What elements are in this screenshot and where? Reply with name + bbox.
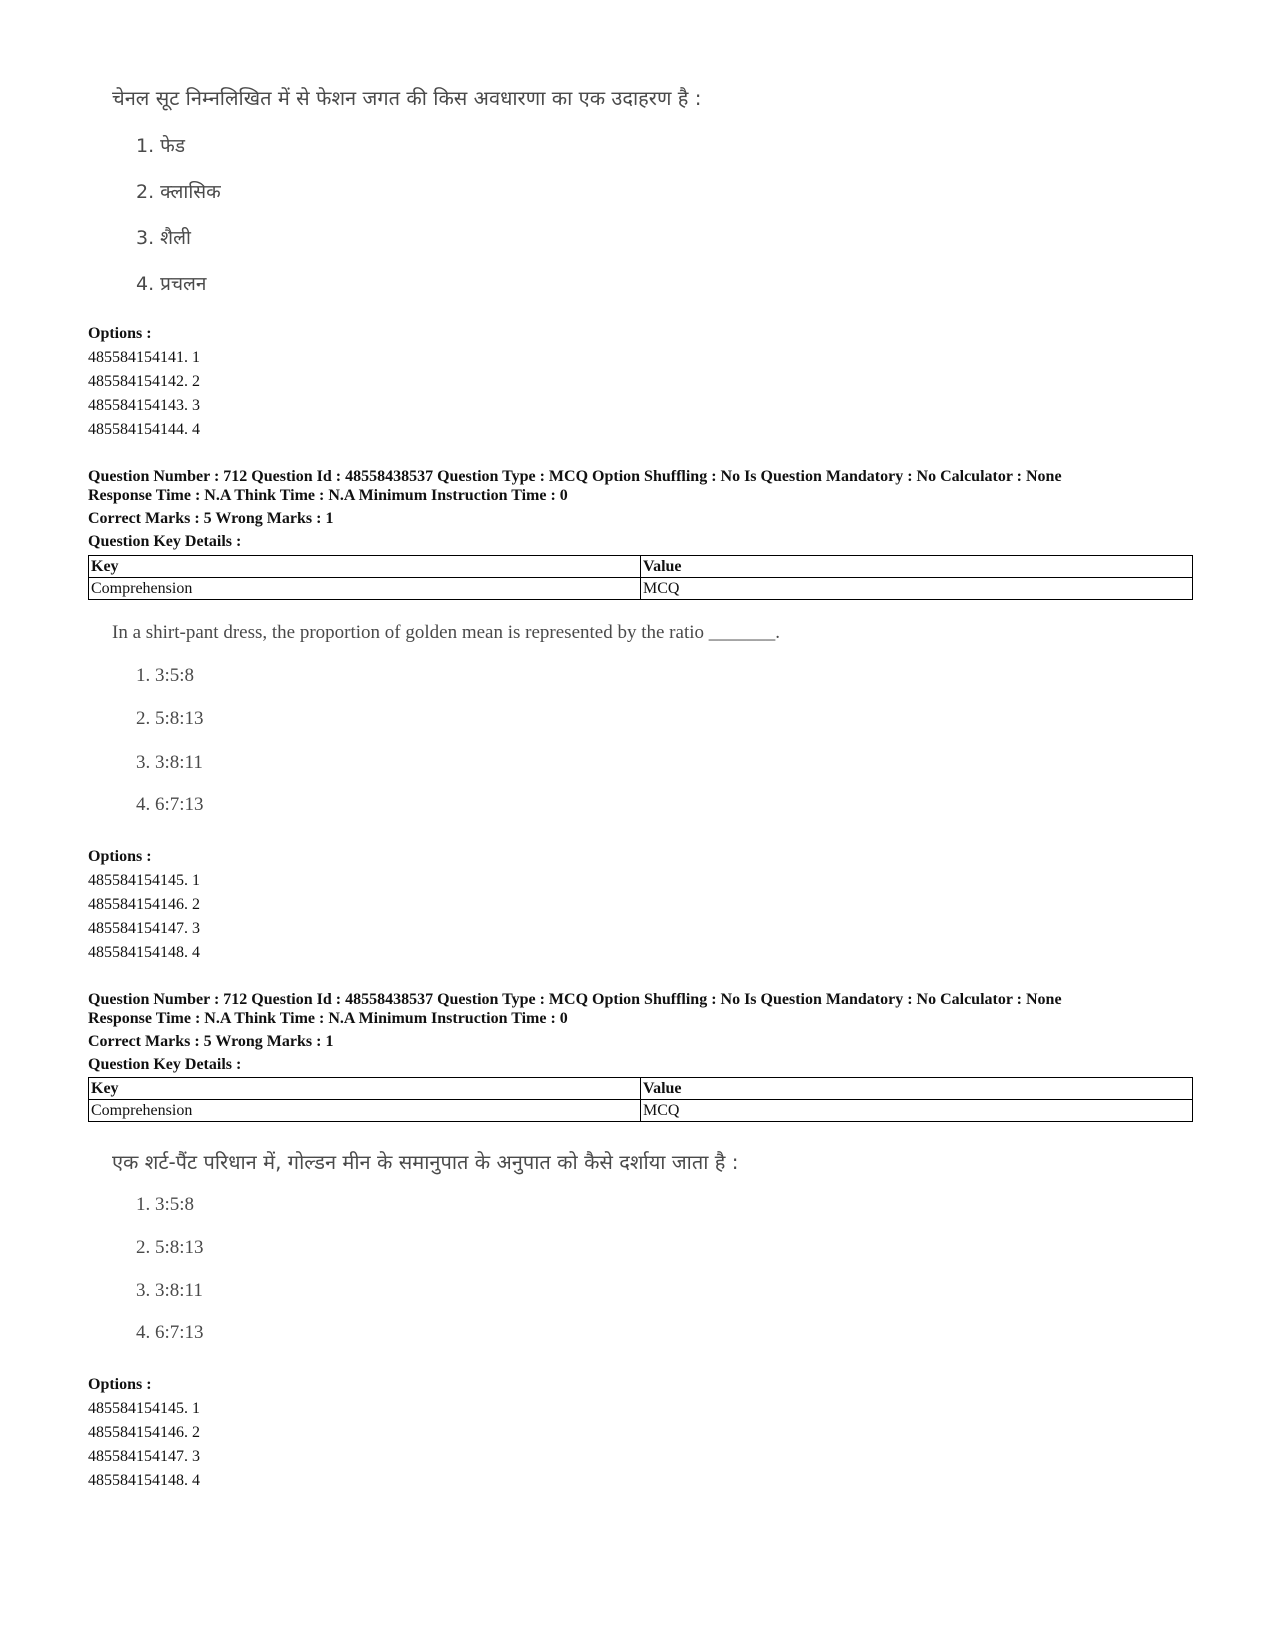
choice-3: 3. शैली (136, 227, 191, 249)
question-meta-line: Question Number : 712 Question Id : 48558438537 Question Type : MCQ Option Shuffling : No Is Question Mandatory : No Calculator : None (88, 468, 1062, 485)
question-meta-3 (88, 990, 1198, 1074)
options-label: Options : (88, 325, 152, 342)
option-row: 485584154142. 2 (88, 373, 200, 390)
choice-2: 2. 5:8:13 (136, 1237, 204, 1258)
option-row: 485584154148. 4 (88, 944, 200, 961)
option-row: 485584154147. 3 (88, 1448, 200, 1465)
question-stem: चेनल सूट निम्नलिखित में से फेशन जगत की किस अवधारणा का एक उदाहरण है : (112, 86, 702, 110)
options-list-3 (88, 1373, 200, 1493)
option-row: 485584154143. 3 (88, 397, 200, 414)
option-row: 485584154141. 1 (88, 349, 200, 366)
option-row: 485584154148. 4 (88, 1472, 200, 1489)
question-meta-line: Question Number : 712 Question Id : 48558438537 Question Type : MCQ Option Shuffling : No Is Question Mandatory : No Calculator : None (88, 991, 1062, 1008)
choice-1: 1. 3:5:8 (136, 1194, 195, 1215)
key-details-table-3 (88, 1077, 1193, 1122)
table-header-value: Value (641, 556, 1193, 578)
table-header-row (89, 1078, 1193, 1100)
table-cell-value: MCQ (641, 1100, 1193, 1122)
question-image-1 (112, 84, 702, 295)
question-image-3 (112, 1148, 739, 1343)
options-list-2 (88, 845, 200, 965)
options-list-1 (88, 322, 200, 442)
question-timing-line: Response Time : N.A Think Time : N.A Minimum Instruction Time : 0 (88, 1010, 568, 1027)
table-header-value: Value (641, 1078, 1193, 1100)
choice-1: 1. 3:5:8 (136, 665, 195, 686)
choice-4: 4. 6:7:13 (136, 1322, 204, 1343)
key-details-label: Question Key Details : (88, 1056, 242, 1073)
options-label: Options : (88, 848, 152, 865)
marks-line: Correct Marks : 5 Wrong Marks : 1 (88, 510, 334, 527)
table-row (89, 578, 1193, 600)
option-row: 485584154145. 1 (88, 1400, 200, 1417)
table-header-key: Key (89, 1078, 641, 1100)
choice-3: 3. 3:8:11 (136, 752, 203, 773)
choice-2: 2. क्लासिक (136, 181, 221, 203)
table-header-key: Key (89, 556, 641, 578)
table-cell-key: Comprehension (89, 1100, 641, 1122)
choice-3: 3. 3:8:11 (136, 1280, 203, 1301)
option-row: 485584154147. 3 (88, 920, 200, 937)
marks-line: Correct Marks : 5 Wrong Marks : 1 (88, 1033, 334, 1050)
question-stem: एक शर्ट-पैंट परिधान में, गोल्डन मीन के समानुपात के अनुपात को कैसे दर्शाया जाता है : (112, 1150, 739, 1174)
option-row: 485584154146. 2 (88, 1424, 200, 1441)
key-details-table-2 (88, 555, 1193, 600)
question-image-2 (112, 622, 780, 815)
option-row: 485584154144. 4 (88, 421, 200, 438)
choice-2: 2. 5:8:13 (136, 708, 204, 729)
choice-4: 4. 6:7:13 (136, 794, 204, 815)
choice-1: 1. फेड (136, 135, 185, 157)
table-header-row (89, 556, 1193, 578)
table-cell-key: Comprehension (89, 578, 641, 600)
table-row (89, 1100, 1193, 1122)
table-cell-value: MCQ (641, 578, 1193, 600)
question-meta-2 (88, 467, 1198, 551)
question-timing-line: Response Time : N.A Think Time : N.A Minimum Instruction Time : 0 (88, 487, 568, 504)
options-label: Options : (88, 1376, 152, 1393)
choice-4: 4. प्रचलन (136, 273, 207, 295)
question-stem: In a shirt-pant dress, the proportion of golden mean is represented by the ratio _______. (112, 622, 780, 643)
key-details-label: Question Key Details : (88, 533, 242, 550)
option-row: 485584154145. 1 (88, 872, 200, 889)
option-row: 485584154146. 2 (88, 896, 200, 913)
